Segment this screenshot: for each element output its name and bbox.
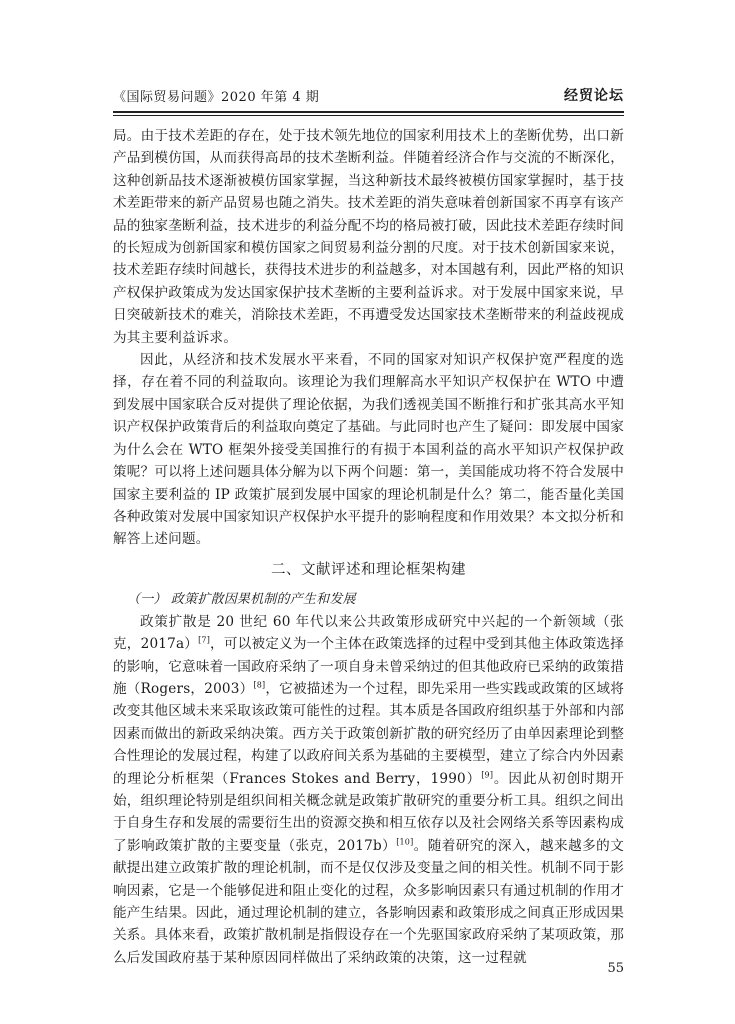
paragraph-3-part-e: 。随着研究的深入，越来越多的文献提出建立政策扩散的理论机制，而不是仅仅涉及变量之间的相关性。机制不同于影响因素，它是一个能够促进和阻止变化的过程，众多影响因素只有通过机制的作用才能产生结果。因此，通过理论机制的建立，各影响因素和政策形成之间真正形成因果关系。具体来看，政策扩散机制是指假设存在一个先驱国家政府采纳了某项政策，那么后发国政府基于某种原因同样做出了采纳政策的决策，这一过程就 — [113, 837, 624, 966]
column-name: 经贸论坛 — [564, 88, 624, 104]
journal-title: 《国际贸易问题》2020 年第 4 期 — [113, 90, 320, 105]
paragraph-3-part-c: ，它被描述为一个过程，即先采用一些实践或政策的区域将改变其他区域未来采取该政策可能性的过程。其本质是各国政府组织基于外部和内部因素而做出的新政采纳决策。西方关于政策创新扩散的研究经历了由单因素理论到整合性理论的发展过程，构建了以政府间关系为基础的主要模型，建立了综合内外因素的理论分析框架（Frances Stokes and Berry，1990） — [113, 680, 624, 787]
paragraph-1: 局。由于技术差距的存在，处于技术领先地位的国家利用技术上的垄断优势，出口新产品到模仿国，从而获得高昂的技术垄断利益。伴随着经济合作与交流的不断深化，这种创新品技术逐渐被模仿国家掌握，当这种新技术最终被模仿国家掌握时，基于技术差距带来的新产品贸易也随之消失。技术差距的消失意味着创新国家不再享有该产品的独家垄断利益，技术进步的利益分配不均的格局被打破，因此技术差距存续时间的长短成为创新国家和模仿国家之间贸易利益分割的尺度。对于技术创新国家来说，技术差距存续时间越长，获得技术进步的利益越多，对本国越有利，因此严格的知识产权保护政策成为发达国家保护技术垄断的主要利益诉求。对于发展中国家来说，早日突破新技术的难关，消除技术差距，不再遭受发达国家技术垄断带来的利益歧视成为其主要利益诉求。 — [113, 128, 624, 346]
paragraph-2: 因此，从经济和技术发展水平来看，不同的国家对知识产权保护宽严程度的选择，存在着不同的利益取向。该理论为我们理解高水平知识产权保护在 WTO 中遭到发展中国家联合反对提供了理论依据，为我们透视美国不断推行和扩张其高水平知识产权保护政策背后的利益取向奠定了基础。与此同时也产生了疑问：即发展中国家为什么会在 WTO 框架外接受美国推行的有损于本国利益的高水平知识产权保护政策呢？可以将上述问题具体分解为以下两个问题：第一，美国能成功将不符合发展中国家主要利益的 IP 政策扩展到发展中国家的理论机制是什么？第二，能否量化美国各种政策对发展中国家知识产权保护水平提升的影响程度和作用效果？本文拟分析和解答上述问题。 — [113, 352, 624, 548]
citation-10: [10] — [396, 837, 414, 847]
citation-9: [9] — [481, 770, 494, 780]
subsection-title: （一） 政策扩散因果机制的产生和发展 — [127, 591, 356, 607]
running-header — [113, 86, 624, 110]
section-title: 二、文献评述和理论框架构建 — [271, 561, 466, 578]
paragraph-3-part-d: 。因此从初创时期开始，组织理论特别是组织间相关概念就是政策扩散研究的重要分析工具。组织之间出于自身生存和发展的需要衍生出的资源交换和相互依存以及社会网络关系等因素构成了影响政策扩散的主要变量（张克，2017b） — [113, 770, 624, 854]
header-rule-thick — [113, 111, 624, 113]
paragraph-3-part-b: ，可以被定义为一个主体在政策选择的过程中受到其他主体政策选择的影响，它意味着一国政府采纳了一项自身未曾采纳过的但其他政府已采纳的政策措施（Rogers，2003） — [113, 636, 624, 697]
body-text — [113, 125, 624, 969]
citation-8: [8] — [253, 680, 266, 690]
citation-7: [7] — [198, 635, 211, 645]
paragraph-3-part-a: 政策扩散是 20 世纪 60 年代以来公共政策形成研究中兴起的一个新领域（张克，2017a） — [113, 613, 624, 653]
header-rule-thin — [113, 115, 624, 116]
page-number: 55 — [607, 961, 624, 976]
paragraph-3 — [113, 611, 624, 970]
